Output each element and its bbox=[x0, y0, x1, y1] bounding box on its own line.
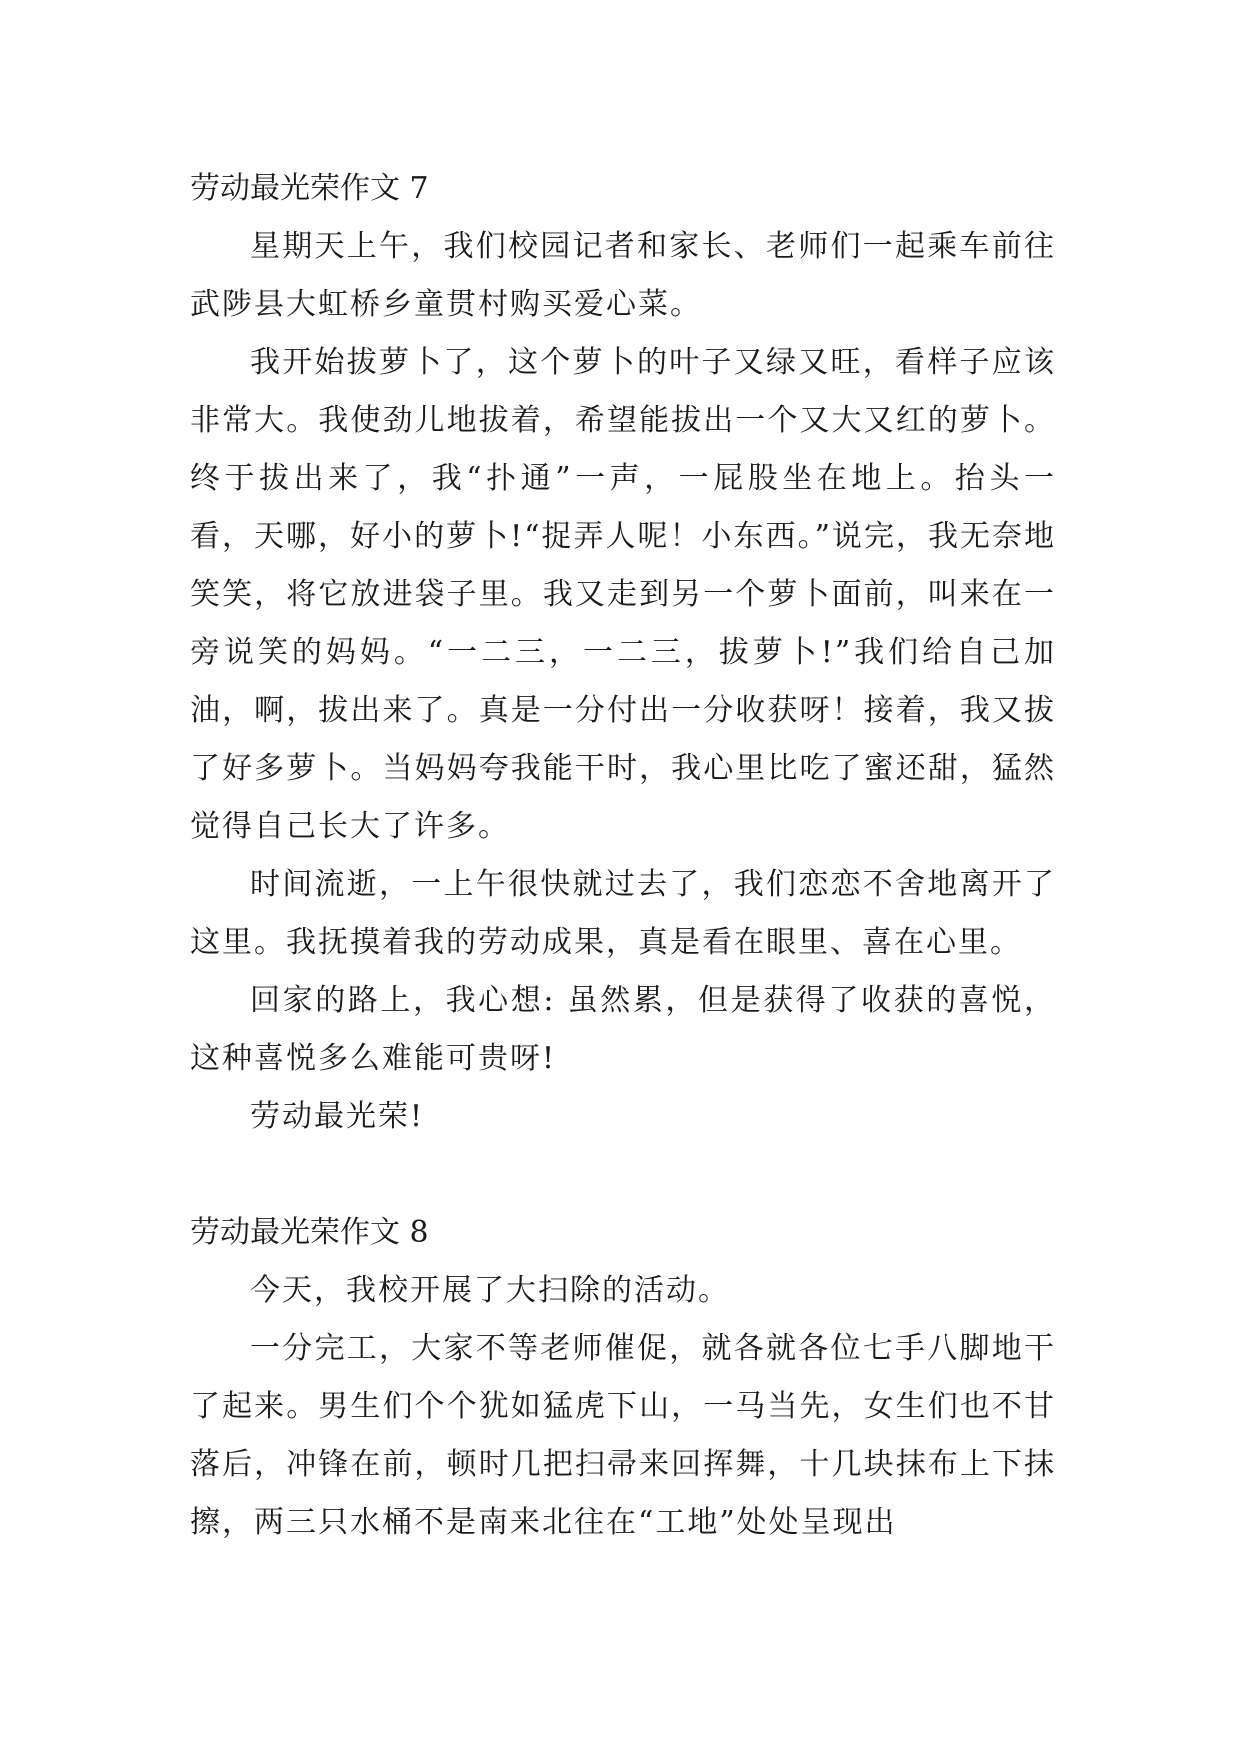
paragraph: 今天，我校开展了大扫除的活动。 bbox=[250, 1273, 730, 1308]
document-page bbox=[190, 160, 1056, 1552]
paragraph: 劳动最光荣! bbox=[250, 1099, 425, 1134]
paragraph: 我开始拔萝卜了，这个萝卜的叶子又绿又旺，看样子应该非常大。我使劲儿地拔着，希望能拔出一个又大又红的萝卜。终于拔出来了，我“扑通”一声，一屁股坐在地上。抬头一看，天哪，好小的萝卜!“捉弄人呢！小东西。”说完，我无奈地笑笑，将它放进袋子里。我又走到另一个萝卜面前，叫来在一旁说笑的妈妈。“一二三，一二三，拔萝卜!”我们给自己加油，啊，拔出来了。真是一分付出一分收获呀！接着，我又拔了好多萝卜。当妈妈夸我能干时，我心里比吃了蜜还甜，猛然觉得自己长大了许多。 bbox=[190, 345, 1056, 844]
essay-7 bbox=[190, 160, 1056, 1146]
section-gap bbox=[190, 1146, 1056, 1204]
essay-title: 劳动最光荣作文 8 bbox=[190, 1215, 429, 1250]
essay-8 bbox=[190, 1204, 1056, 1552]
essay-title: 劳动最光荣作文 7 bbox=[190, 171, 429, 206]
paragraph: 时间流逝，一上午很快就过去了，我们恋恋不舍地离开了这里。我抚摸着我的劳动成果，真是看在眼里、喜在心里。 bbox=[190, 867, 1056, 960]
paragraph: 星期天上午，我们校园记者和家长、老师们一起乘车前往武陟县大虹桥乡童贯村购买爱心菜。 bbox=[190, 229, 1056, 322]
paragraph: 回家的路上，我心想: 虽然累，但是获得了收获的喜悦，这种喜悦多么难能可贵呀! bbox=[190, 983, 1056, 1076]
paragraph: 一分完工，大家不等老师催促，就各就各位七手八脚地干了起来。男生们个个犹如猛虎下山，一马当先，女生们也不甘落后，冲锋在前，顿时几把扫帚来回挥舞，十几块抹布上下抹擦，两三只水桶不是南来北往在“工地”处处呈现出 bbox=[190, 1331, 1056, 1540]
